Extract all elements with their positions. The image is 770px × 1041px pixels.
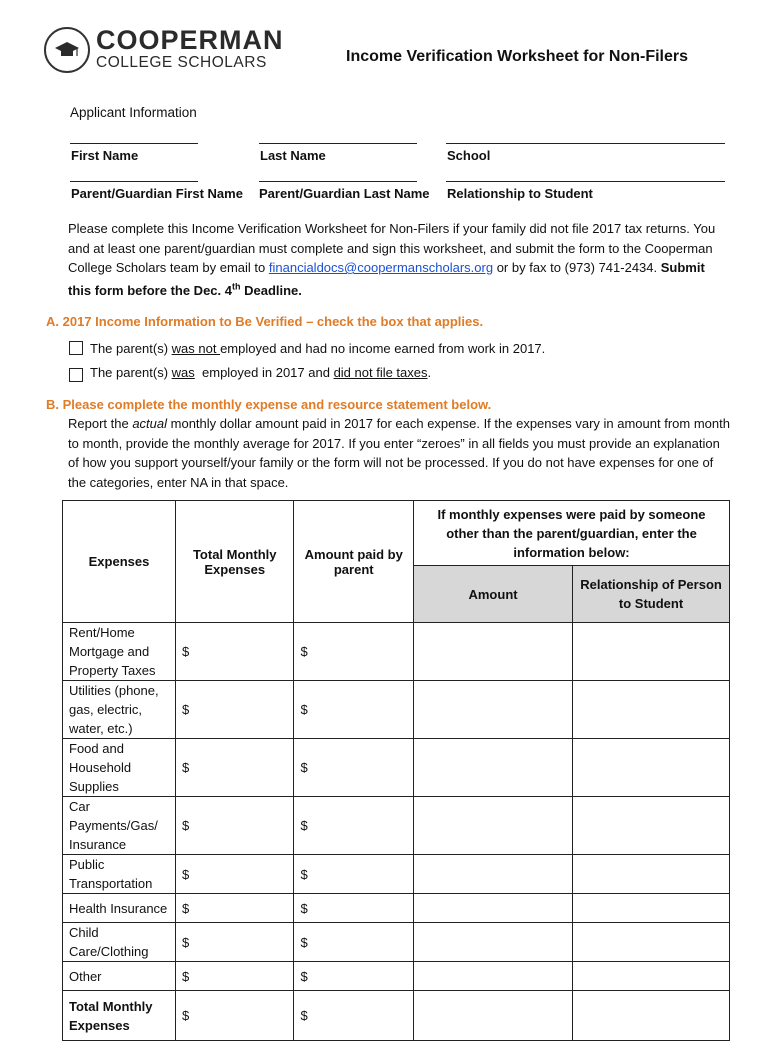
amount-cell[interactable] [414, 962, 573, 991]
parent-cell[interactable]: $ [294, 923, 414, 962]
relationship-label: Relationship to Student [447, 186, 593, 201]
opt1-underline: was not [171, 341, 221, 356]
relationship-field[interactable] [446, 181, 725, 182]
intro-fax-text: or by fax to (973) 741-2434. [493, 260, 661, 275]
expense-label: Total Monthly Expenses [63, 991, 176, 1041]
total-cell[interactable]: $ [175, 962, 293, 991]
header-parent: Amount paid by parent [294, 501, 414, 623]
table-row [63, 923, 730, 962]
total-cell[interactable]: $ [175, 894, 293, 923]
amount-cell[interactable] [414, 991, 573, 1041]
relationship-cell[interactable] [573, 681, 730, 739]
parent-last-name-label: Parent/Guardian Last Name [259, 186, 430, 201]
parent-first-name-label: Parent/Guardian First Name [71, 186, 243, 201]
total-cell[interactable]: $ [175, 739, 293, 797]
table-row [63, 962, 730, 991]
relationship-cell[interactable] [573, 962, 730, 991]
total-cell[interactable]: $ [175, 855, 293, 894]
expense-table [62, 500, 730, 1041]
header-expenses: Expenses [63, 501, 176, 623]
opt2-mid: employed in 2017 and [194, 365, 334, 380]
first-name-label: First Name [71, 148, 139, 163]
intro-text: Please complete this Income Verification Worksheet for Non-Filers if your family did not file 2017 tax returns. You and at least one parent/guardian must complete and sign this worksheet, and submit the form to the Cooperman College Scholars team by email to [68, 221, 716, 275]
relationship-cell[interactable] [573, 991, 730, 1041]
parent-first-name-field[interactable] [70, 181, 198, 182]
header-relationship: Relationship of Person to Student [573, 566, 730, 623]
email-link[interactable]: financialdocs@coopermanscholars.org [268, 260, 494, 275]
parent-cell[interactable]: $ [294, 739, 414, 797]
last-name-label: Last Name [260, 148, 326, 163]
relationship-cell[interactable] [573, 797, 730, 855]
relationship-cell[interactable] [573, 923, 730, 962]
amount-cell[interactable] [414, 855, 573, 894]
parent-cell[interactable]: $ [294, 623, 414, 681]
logo-subtitle: COLLEGE SCHOLARS [96, 54, 267, 71]
parent-last-name-field[interactable] [259, 181, 417, 182]
checkbox-employed-no-taxes[interactable] [69, 368, 83, 382]
instr-pre: Report the [68, 416, 133, 431]
total-cell[interactable]: $ [175, 623, 293, 681]
expense-label: Health Insurance [63, 894, 176, 923]
parent-cell[interactable]: $ [294, 855, 414, 894]
amount-cell[interactable] [414, 797, 573, 855]
table-row [63, 991, 730, 1041]
expense-label: Utilities (phone, gas, electric, water, etc.) [63, 681, 176, 739]
deadline-sup: th [231, 281, 241, 292]
section-b-instructions [68, 414, 730, 492]
expense-label: Car Payments/Gas/ Insurance [63, 797, 176, 855]
expense-label: Public Transportation [63, 855, 176, 894]
section-b-heading: B. Please complete the monthly expense and resource statement below. [46, 397, 492, 412]
opt1-pre: The parent(s) [90, 341, 172, 356]
amount-cell[interactable] [414, 894, 573, 923]
amount-cell[interactable] [414, 923, 573, 962]
school-label: School [447, 148, 491, 163]
expense-label: Rent/Home Mortgage and Property Taxes [63, 623, 176, 681]
header-amount: Amount [414, 566, 573, 623]
page-title: Income Verification Worksheet for Non-Filers [346, 48, 688, 65]
deadline-prefix: Submit this form before the Dec. 4 [68, 260, 705, 298]
opt2-pre: The parent(s) [90, 365, 172, 380]
last-name-field[interactable] [259, 143, 417, 144]
relationship-cell[interactable] [573, 739, 730, 797]
section-a-heading: A. 2017 Income Information to Be Verified – check the box that applies. [46, 314, 484, 329]
intro-paragraph [68, 219, 728, 300]
option-employed-no-taxes [90, 365, 431, 380]
relationship-cell[interactable] [573, 894, 730, 923]
instr-post: monthly dollar amount paid in 2017 for each expense. If the expenses vary in amount from month to month, provide the monthly average for 2017. If you enter “zeroes” in all fields you must provide an explanation of how you support yourself/your family or the form will not be processed. If you do not have expenses for one of the categories, enter NA in that space. [68, 416, 730, 490]
parent-cell[interactable]: $ [294, 797, 414, 855]
total-cell[interactable]: $ [175, 681, 293, 739]
opt1-post: employed and had no income earned from work in 2017. [220, 341, 546, 356]
table-row [63, 681, 730, 739]
school-field[interactable] [446, 143, 725, 144]
deadline-suffix: Deadline. [240, 282, 302, 298]
logo-emblem [44, 27, 90, 73]
total-cell[interactable]: $ [175, 991, 293, 1041]
amount-cell[interactable] [414, 623, 573, 681]
table-row [63, 797, 730, 855]
logo-wordmark: COOPERMAN [96, 25, 284, 55]
relationship-cell[interactable] [573, 855, 730, 894]
instr-emphasis: actual [132, 416, 168, 431]
opt2-underline1: was [171, 365, 195, 380]
graduation-cap-icon [46, 29, 88, 71]
total-cell[interactable]: $ [175, 797, 293, 855]
table-row [63, 855, 730, 894]
amount-cell[interactable] [414, 681, 573, 739]
header-someone-else: If monthly expenses were paid by someone other than the parent/guardian, enter the information below: [414, 501, 730, 566]
expense-label: Child Care/Clothing [63, 923, 176, 962]
header-total: Total Monthly Expenses [175, 501, 293, 623]
total-cell[interactable]: $ [175, 923, 293, 962]
parent-cell[interactable]: $ [294, 894, 414, 923]
opt2-post: . [427, 365, 432, 380]
opt2-underline2: did not file taxes [333, 365, 428, 380]
first-name-field[interactable] [70, 143, 198, 144]
parent-cell[interactable]: $ [294, 681, 414, 739]
parent-cell[interactable]: $ [294, 991, 414, 1041]
parent-cell[interactable]: $ [294, 962, 414, 991]
table-row [63, 623, 730, 681]
option-not-employed [90, 341, 545, 356]
relationship-cell[interactable] [573, 623, 730, 681]
checkbox-not-employed[interactable] [69, 341, 83, 355]
applicant-heading: Applicant Information [70, 105, 197, 120]
expense-label: Other [63, 962, 176, 991]
expense-label: Food and Household Supplies [63, 739, 176, 797]
table-row [63, 739, 730, 797]
amount-cell[interactable] [414, 739, 573, 797]
table-row [63, 894, 730, 923]
